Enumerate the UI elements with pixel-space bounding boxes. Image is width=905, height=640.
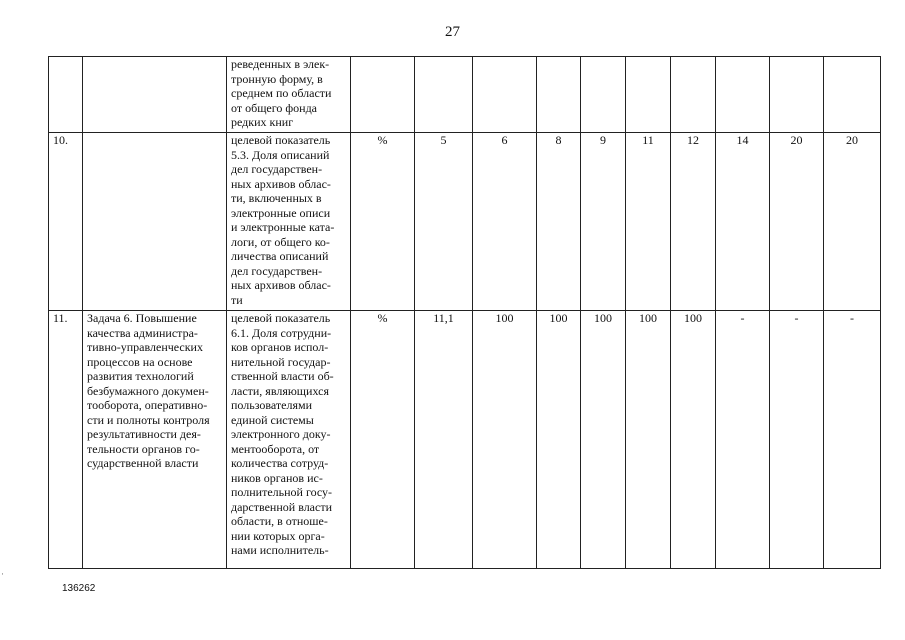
value-cell (415, 57, 473, 133)
task-cell (83, 133, 227, 311)
indicator-text-line: тронную форму, в (231, 71, 323, 86)
indicator-text-line: 6.1. Доля сотрудни- (231, 325, 332, 340)
indicator-text-line: целевой показатель (231, 311, 331, 325)
indicator-cell (227, 311, 351, 569)
indicator-cell (227, 133, 351, 311)
indicator-text-line: ков органов испол- (231, 340, 329, 354)
value-cell: 100 (626, 311, 671, 569)
task-cell (83, 57, 227, 133)
indicator-text-line: количества сотруд- (231, 456, 329, 470)
indicator-text-line: дарственной власти (231, 499, 333, 514)
indicator-text-line: нии которых орга- (231, 528, 325, 543)
indicator-text-line: среднем по области (231, 86, 332, 100)
value-cell (770, 57, 824, 133)
indicator-text-line: ников органов ис- (231, 470, 323, 485)
value-cell (671, 57, 716, 133)
table-row (49, 311, 881, 569)
value-cell: 20 (824, 133, 881, 311)
value-cell (581, 57, 626, 133)
task-text-line: Задача 6. Повышение (87, 311, 197, 325)
indicator-text-line: электронные описи (231, 205, 331, 220)
page-number: 27 (445, 24, 460, 40)
value-cell: 9 (581, 133, 626, 311)
indicator-text-line: ных архивов облас- (231, 278, 331, 292)
indicator-text-line: ти (231, 292, 243, 307)
unit-cell (351, 57, 415, 133)
indicator-text-line: логи, от общего ко- (231, 234, 330, 249)
value-cell: 100 (473, 311, 537, 569)
value-cell: 11,1 (415, 311, 473, 569)
value-cell: - (824, 311, 881, 569)
task-cell (83, 311, 227, 569)
indicator-text-line: редких книг (231, 115, 294, 129)
task-text-line: качества администра- (87, 325, 198, 340)
indicator-text-line: и электронные ката- (231, 220, 335, 234)
task-text-line: тельности органов го- (87, 441, 200, 456)
footer-document-code: 136262 (62, 583, 96, 594)
task-text-line: результативности дея- (87, 427, 201, 441)
indicator-text-line: от общего фонда (231, 100, 318, 115)
indicator-text-line: личества описаний (231, 249, 329, 263)
indicator-text-line: ти, включенных в (231, 191, 322, 205)
value-cell (824, 57, 881, 133)
value-cell (626, 57, 671, 133)
value-cell (473, 57, 537, 133)
unit-cell: % (351, 311, 415, 569)
task-text-line: безбумажного докумен- (87, 383, 209, 398)
indicator-text-line: дел государствен- (231, 162, 323, 176)
value-cell: 5 (415, 133, 473, 311)
indicator-text-line: электронного доку- (231, 427, 331, 441)
indicator-text-line: ментооборота, от (231, 441, 320, 456)
value-cell: 8 (537, 133, 581, 311)
row-number-cell: 10. (49, 133, 83, 311)
task-text-line: тооборота, оперативно- (87, 398, 208, 412)
indicator-text-line: пользователями (231, 398, 313, 412)
indicator-text-line: целевой показатель (231, 133, 331, 147)
value-cell: 100 (537, 311, 581, 569)
value-cell: 12 (671, 133, 716, 311)
indicator-text-line: ласти, являющихся (231, 383, 329, 398)
table-row (49, 133, 881, 311)
indicator-text-line: единой системы (231, 412, 314, 427)
value-cell (537, 57, 581, 133)
value-cell (716, 57, 770, 133)
value-cell: 20 (770, 133, 824, 311)
indicator-text-line: ных архивов облас- (231, 176, 331, 191)
indicator-text-line: дел государствен- (231, 263, 323, 278)
margin-mark: · (1, 569, 4, 579)
indicator-text-line: нами исполнитель- (231, 543, 329, 557)
value-cell: - (716, 311, 770, 569)
value-cell: 100 (581, 311, 626, 569)
indicator-text-line: ственной власти об- (231, 369, 334, 383)
task-text-line: развития технологий (87, 369, 194, 383)
indicator-text-line: 5.3. Доля описаний (231, 147, 330, 162)
value-cell: 6 (473, 133, 537, 311)
task-text-line: сударственной власти (87, 456, 199, 470)
targets-table (48, 56, 881, 569)
table-row (49, 57, 881, 133)
value-cell: 11 (626, 133, 671, 311)
indicator-text-line: реведенных в элек- (231, 57, 330, 71)
row-number-cell (49, 57, 83, 133)
indicator-text-line: области, в отноше- (231, 514, 328, 528)
value-cell: 100 (671, 311, 716, 569)
indicator-text-line: нительной государ- (231, 354, 331, 369)
task-text-line: тивно-управленческих (87, 340, 203, 354)
indicator-text-line: полнительной госу- (231, 485, 333, 499)
value-cell: 14 (716, 133, 770, 311)
task-text-line: сти и полноты контроля (87, 412, 210, 427)
row-number-cell: 11. (49, 311, 83, 569)
task-text-line: процессов на основе (87, 354, 193, 369)
value-cell: - (770, 311, 824, 569)
indicator-cell (227, 57, 351, 133)
unit-cell: % (351, 133, 415, 311)
